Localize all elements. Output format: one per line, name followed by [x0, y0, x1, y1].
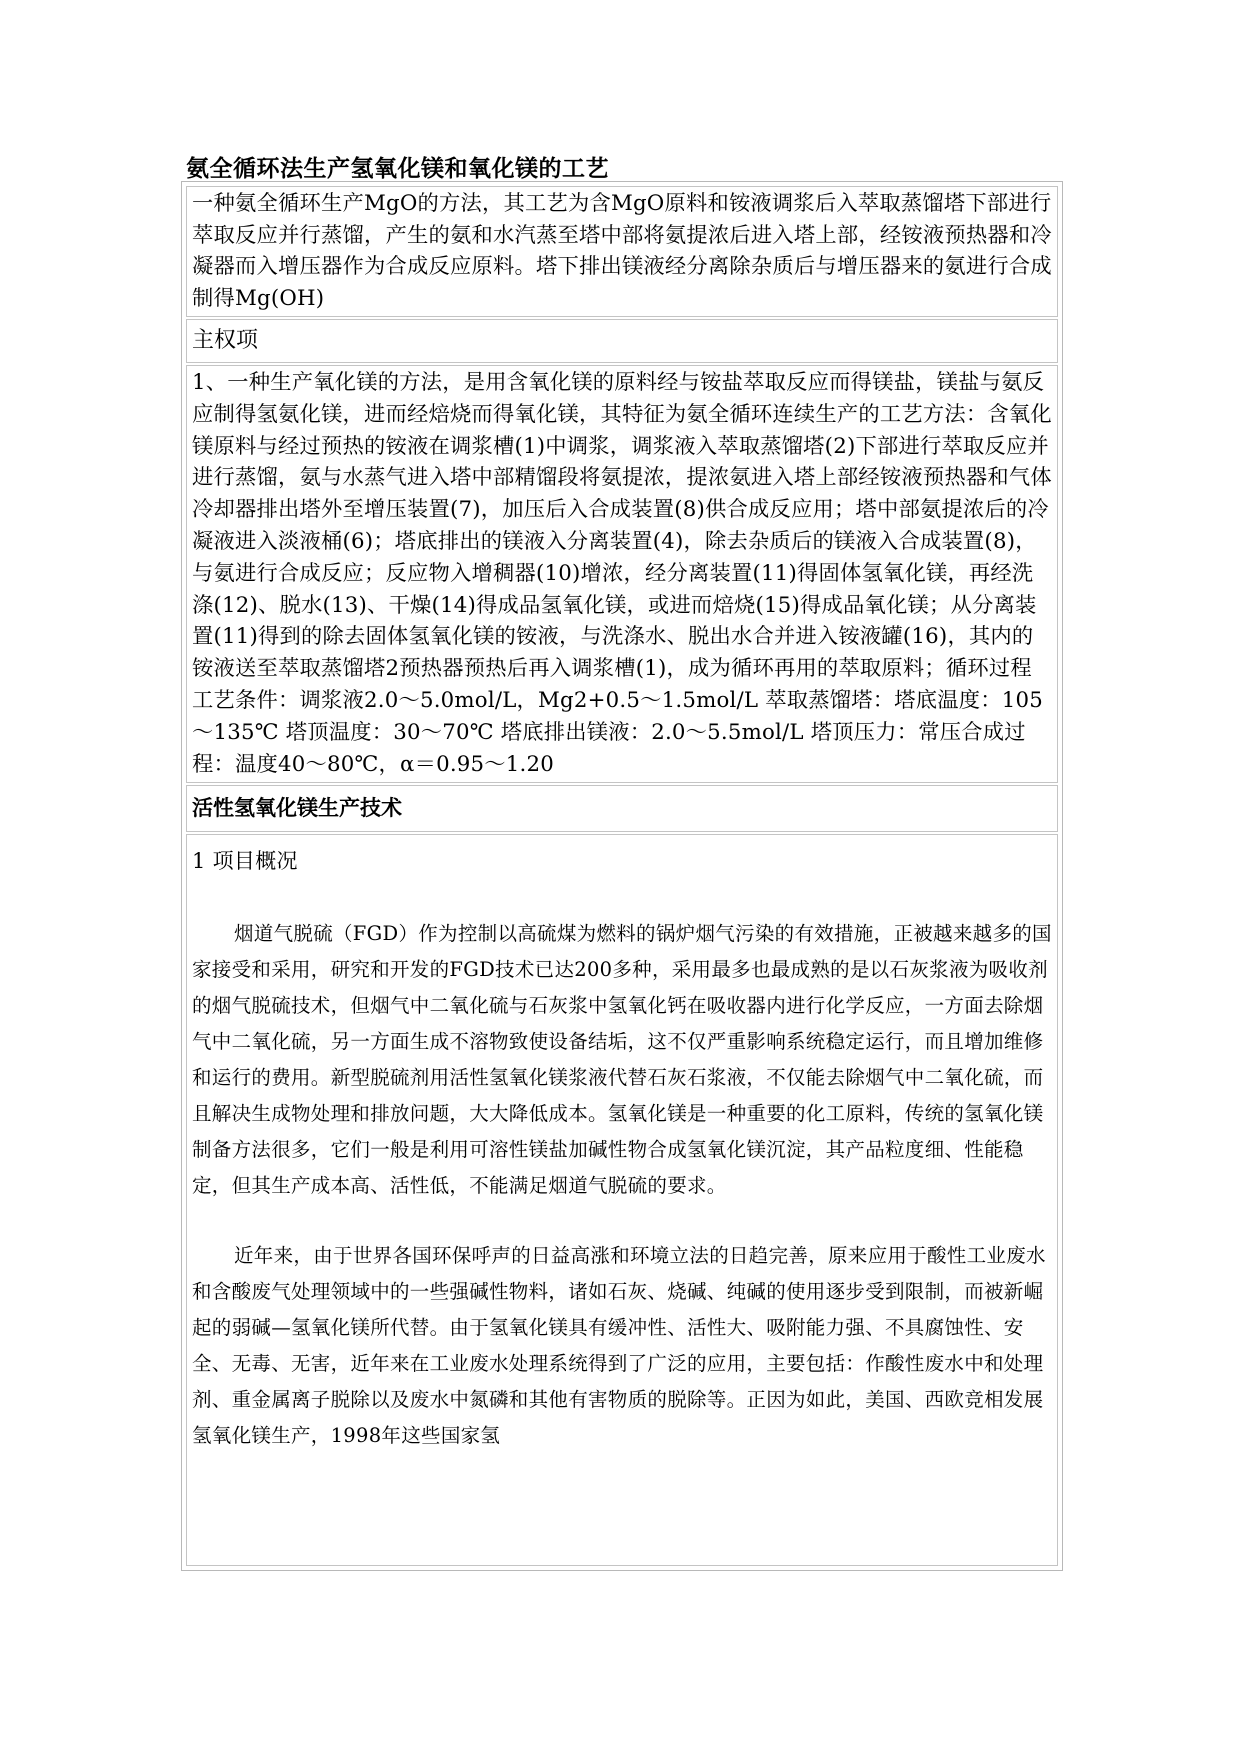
- subsection-title: 1 项目概况: [192, 849, 298, 874]
- section-title: 活性氢氧化镁生产技术: [192, 796, 402, 821]
- content-table: [181, 181, 1063, 1571]
- abstract-text: 一种氨全循环生产MgO的方法，其工艺为含MgO原料和铵液调浆后入萃取蒸馏塔下部进行萃取反应并行蒸馏，产生的氨和水汽蒸至塔中部将氨提浓后进入塔上部，经铵液预热器和冷凝器而入增压器作为合成反应原料。塔下排出镁液经分离除杂质后与增压器来的氨进行合成制得Mg(OH): [192, 191, 1052, 311]
- overview-cell: [186, 834, 1058, 1566]
- claims-cell: [186, 365, 1058, 783]
- claims-header-cell: [186, 319, 1058, 363]
- overview-paragraph-1: 烟道气脱硫（FGD）作为控制以高硫煤为燃料的锅炉烟气污染的有效措施，正被越来越多的国家接受和采用，研究和开发的FGD技术已达200多种，采用最多也最成熟的是以石灰浆液为吸收剂的烟气脱硫技术，但烟气中二氧化硫与石灰浆中氢氧化钙在吸收器内进行化学反应，一方面去除烟气中二氧化硫，另一方面生成不溶物致使设备结垢，这不仅严重影响系统稳定运行，而且增加维修和运行的费用。新型脱硫剂用活性氢氧化镁浆液代替石灰石浆液，不仅能去除烟气中二氧化硫，而且解决生成物处理和排放问题，大大降低成本。氢氧化镁是一种重要的化工原料，传统的氢氧化镁制备方法很多，它们一般是利用可溶性镁盐加碱性物合成氢氧化镁沉淀，其产品粒度细、性能稳定，但其生产成本高、活性低，不能满足烟道气脱硫的要求。: [192, 922, 1052, 1198]
- document-title: 氨全循环法生产氢氧化镁和氧化镁的工艺: [186, 156, 609, 182]
- overview-paragraph-2: 近年来，由于世界各国环保呼声的日益高涨和环境立法的日趋完善，原来应用于酸性工业废水和含酸废气处理领域中的一些强碱性物料，诸如石灰、烧碱、纯碱的使用逐步受到限制，而被新崛起的弱碱—氢氧化镁所代替。由于氢氧化镁具有缓冲性、活性大、吸附能力强、不具腐蚀性、安全、无毒、无害，近年来在工业废水处理系统得到了广泛的应用，主要包括：作酸性废水中和处理剂、重金属离子脱除以及废水中氮磷和其他有害物质的脱除等。正因为如此，美国、西欧竞相发展氢氧化镁生产，1998年这些国家氢: [192, 1244, 1046, 1448]
- abstract-cell: [186, 186, 1058, 317]
- claims-text: 1、一种生产氧化镁的方法，是用含氧化镁的原料经与铵盐萃取反应而得镁盐，镁盐与氨反应制得氢氨化镁，进而经焙烧而得氧化镁，其特征为氨全循环连续生产的工艺方法：含氧化镁原料与经过预热的铵液在调浆槽(1)中调浆，调浆液入萃取蒸馏塔(2)下部进行萃取反应并进行蒸馏，氨与水蒸气进入塔中部精馏段将氨提浓，提浓氨进入塔上部经铵液预热器和气体冷却器排出塔外至增压装置(7)，加压后入合成装置(8)供合成反应用；塔中部氨提浓后的冷凝液进入淡液桶(6)；塔底排出的镁液入分离装置(4)，除去杂质后的镁液入合成装置(8)，与氨进行合成反应；反应物入增稠器(10)增浓，经分离装置(11)得固体氢氧化镁，再经洗涤(12)、脱水(13)、干燥(14)得成品氢氧化镁，或进而焙烧(15)得成品氧化镁；从分离装置(11)得到的除去固体氢氧化镁的铵液，与洗涤水、脱出水合并进入铵液罐(16)，其内的铵液送至萃取蒸馏塔2预热器预热后再入调浆槽(1)，成为循环再用的萃取原料；循环过程工艺条件：调浆液2.0～5.0mol/L，Mg2+0.5～1.5mol/L 萃取蒸馏塔：塔底温度：105～135℃ 塔顶温度：30～70℃ 塔底排出镁液：2.0～5.5mol/L 塔顶压力：常压合成过程：温度40～80℃，α＝0.95～1.20: [192, 370, 1052, 777]
- claims-header: 主权项: [192, 328, 259, 353]
- section-title-cell: [186, 785, 1058, 832]
